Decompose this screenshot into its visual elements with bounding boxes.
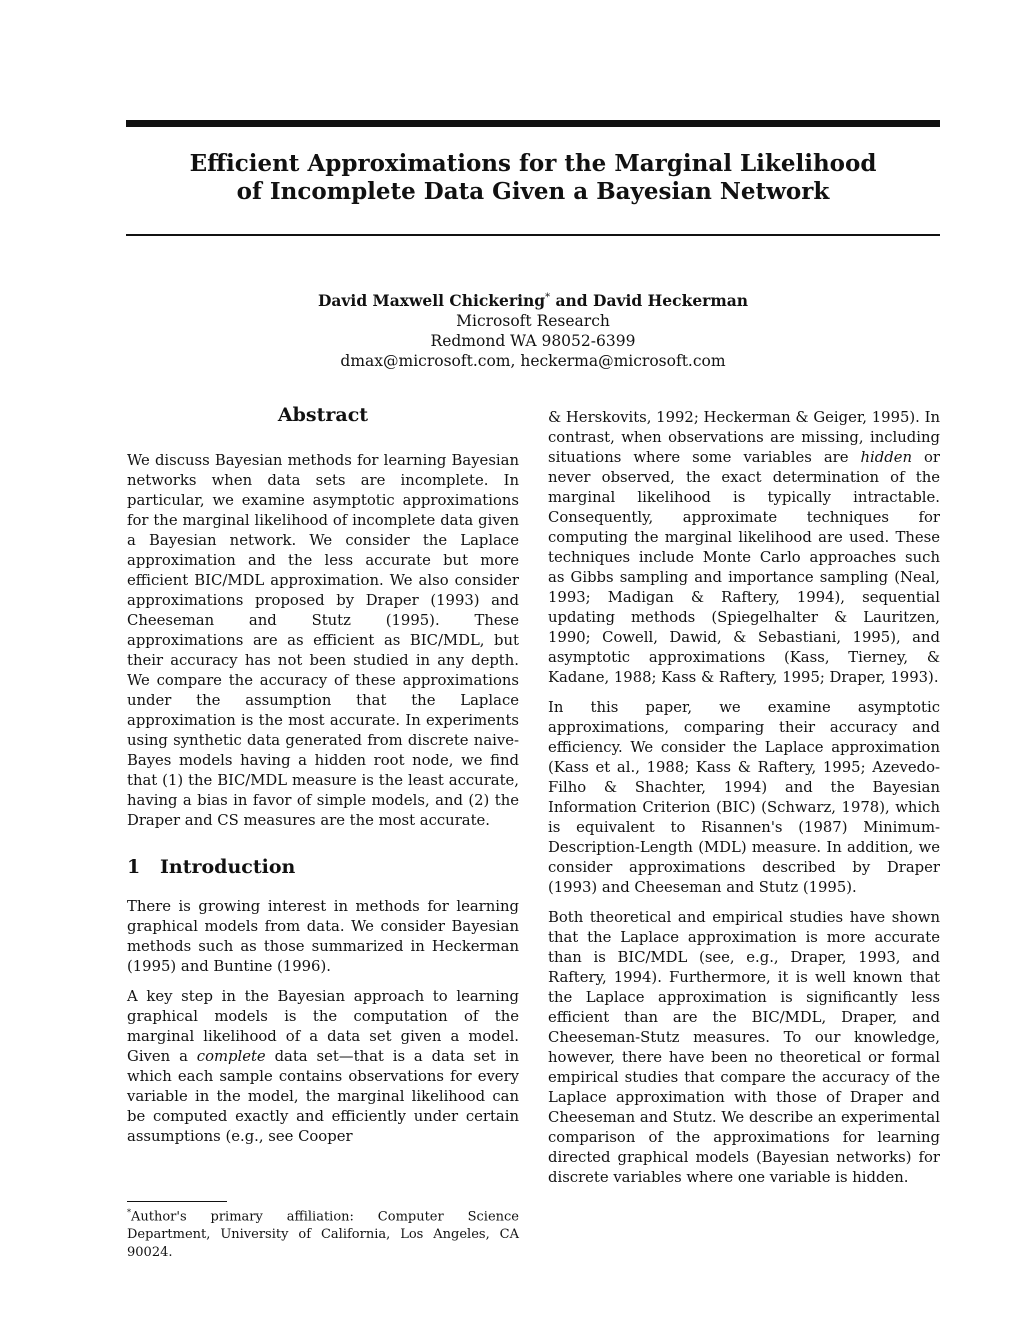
author-footnote-mark: *	[545, 292, 551, 303]
author-block	[126, 288, 940, 371]
right-paragraph-2: In this paper, we examine asymptotic approximations, comparing their accuracy and efficiency. We consider the Laplace approximation (Kass et al., 1988; Kass & Raftery, 1995; Azevedo-Filho & Shachter, 1994) and the Bayesian Information Criterion (BIC) (Schwarz, 1978), which is equivalent to Risannen's (1987) Minimum-Description-Length (MDL) measure. In addition, we consider approximations described by Draper (1993) and Cheeseman and Stutz (1995).	[548, 699, 940, 896]
footnote	[127, 1204, 519, 1262]
intro-p2-text-b: data set—that is a data set in which each sample contains observations for every variable in the model, the marginal likelihood can be computed exactly and efficiently under certain assumptions (e.g., see Cooper	[127, 1048, 519, 1145]
author-emails: dmax@microsoft.com, heckerma@microsoft.com	[340, 352, 726, 371]
author-address: Redmond WA 98052-6399	[430, 332, 636, 351]
footnote-rule	[127, 1201, 227, 1202]
author-name-2: and David Heckerman	[550, 291, 749, 311]
left-column	[127, 403, 519, 1157]
intro-paragraph-2	[127, 987, 519, 1147]
right-p1-text-b: or never observed, the exact determination of the marginal likelihood is typically intractable. Consequently, approximate techniques for computing the marginal likelihood are used. These techniques include Monte Carlo approaches such as Gibbs sampling and importance sampling (Neal, 1993; Madigan & Raftery, 1994), sequential updating methods (Spiegelhalter & Lauritzen, 1990; Cowell, Dawid, & Sebastiani, 1995), and asymptotic approximations (Kass, Tierney, & Kadane, 1988; Kass & Raftery, 1995; Draper, 1993).	[548, 449, 940, 686]
footnote-mark: *	[127, 1208, 131, 1217]
top-rule	[126, 120, 940, 127]
abstract-text: We discuss Bayesian methods for learning Bayesian networks when data sets are incomplete. In particular, we examine asymptotic approximations for the marginal likelihood of incomplete data given a Bayesian network. We consider the Laplace approximation and the less accurate but more efficient BIC/MDL approximation. We also consider approximations proposed by Draper (1993) and Cheeseman and Stutz (1995). These approximations are as efficient as BIC/MDL, but their accuracy has not been studied in any depth. We compare the accuracy of these approximations under the assumption that the Laplace approximation is the most accurate. In experiments using synthetic data generated from discrete naive-Bayes models having a hidden root node, we find that (1) the BIC/MDL measure is the least accurate, having a bias in favor of simple models, and (2) the Draper and CS measures are the most accurate.	[127, 452, 519, 829]
right-paragraph-1	[548, 408, 940, 688]
right-paragraph-3: Both theoretical and empirical studies have shown that the Laplace approximation is more accurate than is BIC/MDL (see, e.g., Draper, 1993, and Raftery, 1994). Furthermore, it is well known that the Laplace approximation is significantly less efficient than are the BIC/MDL, Draper, and Cheeseman-Stutz measures. To our knowledge, however, there have been no theoretical or formal empirical studies that compare the accuracy of the Laplace approximation with those of Draper and Cheeseman and Stutz. We describe an experimental comparison of the approximations for learning directed graphical models (Bayesian networks) for discrete variables where one variable is hidden.	[548, 909, 940, 1186]
right-p1-text-a: & Herskovits, 1992; Heckerman & Geiger, 1995). In contrast, when observations are missing, including situations where some variables are	[548, 409, 940, 466]
section-number: 1	[127, 856, 141, 878]
author-names	[126, 288, 940, 311]
section-heading-introduction	[127, 855, 519, 879]
right-p1-emphasis: hidden	[860, 449, 912, 466]
title-line-2: of Incomplete Data Given a Bayesian Network	[236, 178, 830, 205]
paper-title	[126, 150, 940, 206]
author-name-1: David Maxwell Chickering	[317, 291, 546, 311]
abstract-heading: Abstract	[277, 404, 369, 426]
footnote-text: Author's primary affiliation: Computer Science Department, University of California, Los Angeles, CA 90024.	[127, 1209, 519, 1261]
intro-p2-text-a: A key step in the Bayesian approach to learning graphical models is the computation of the marginal likelihood of a data set given a model. Given a	[127, 988, 519, 1065]
right-column	[548, 408, 940, 1198]
section-title: Introduction	[160, 856, 296, 878]
intro-paragraph-1: There is growing interest in methods for learning graphical models from data. We consider Bayesian methods such as those summarized in Heckerman (1995) and Buntine (1996).	[127, 898, 519, 975]
title-rule	[126, 234, 940, 236]
intro-p2-emphasis: complete	[196, 1048, 266, 1065]
title-line-1: Efficient Approximations for the Marginal Likelihood	[189, 150, 877, 177]
author-affiliation: Microsoft Research	[456, 312, 610, 331]
